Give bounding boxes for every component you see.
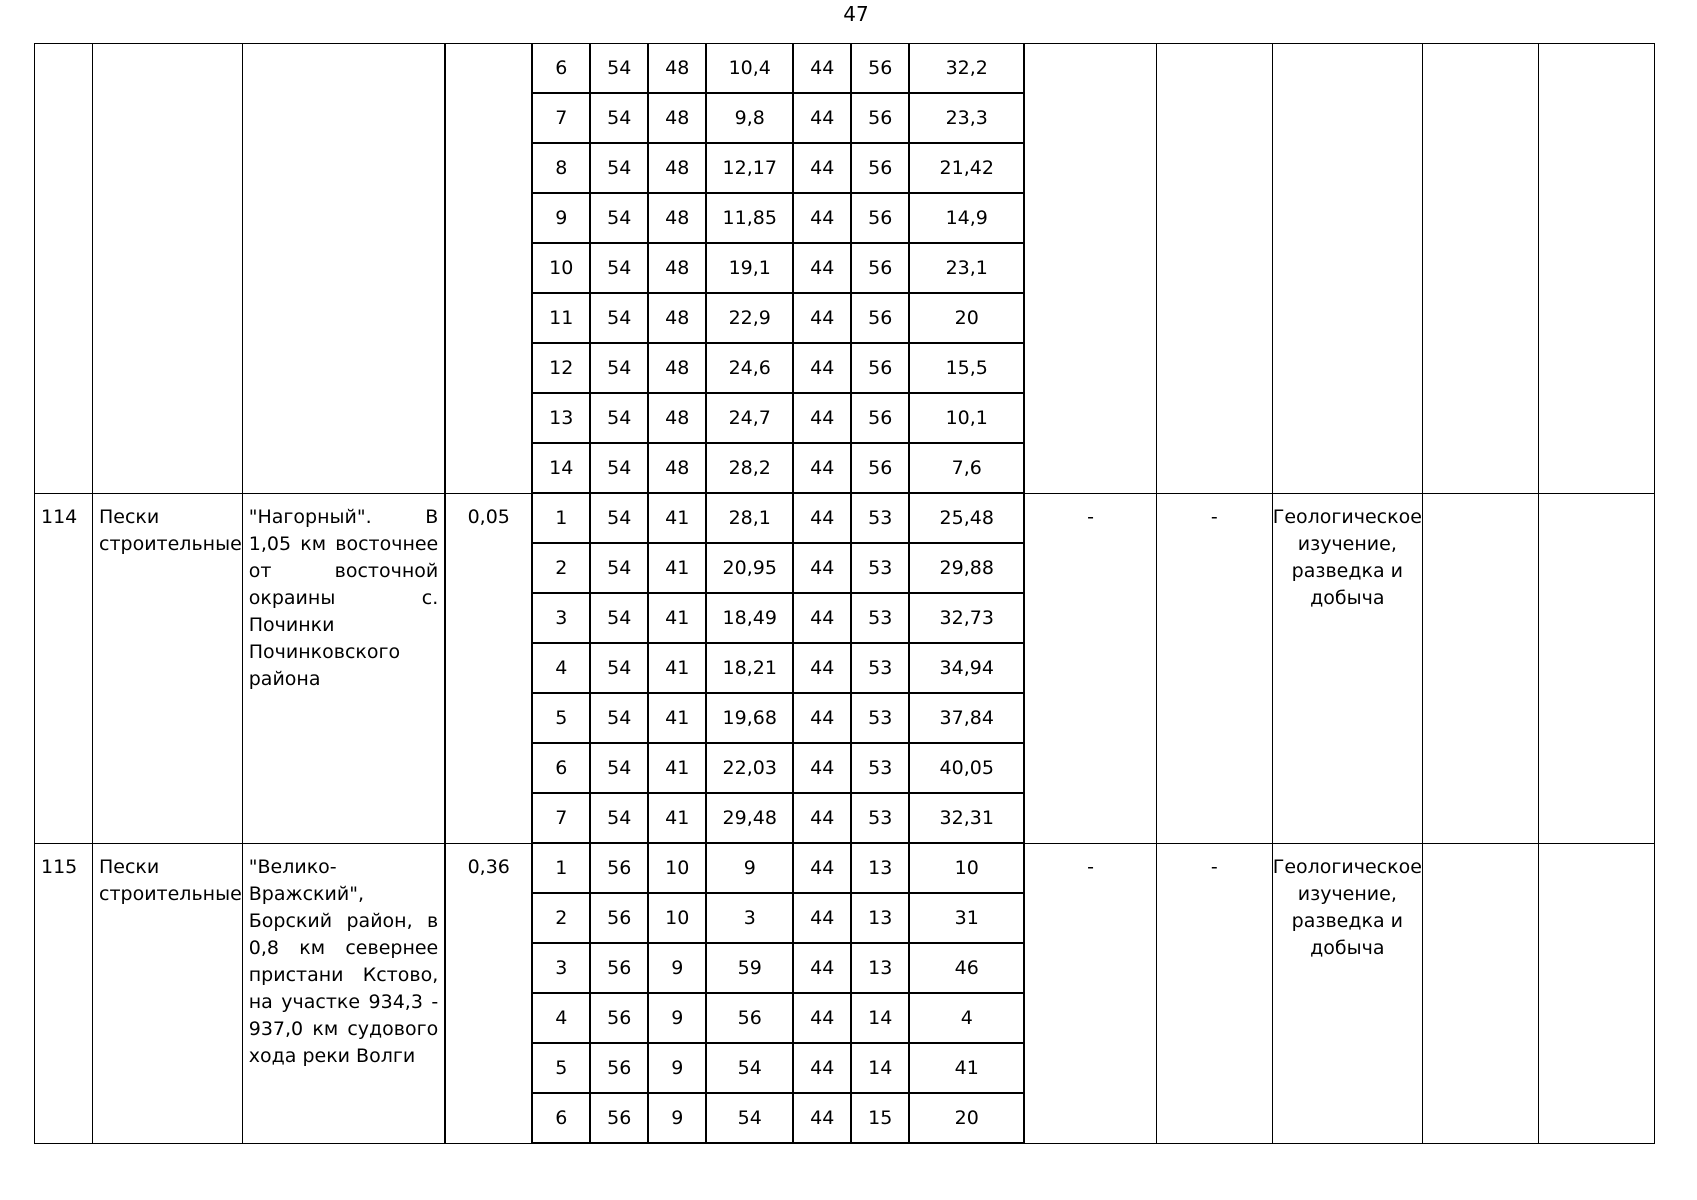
coord-lat-deg: 54 xyxy=(590,293,648,343)
coord-lon-deg: 44 xyxy=(793,493,851,543)
coord-lon-min: 56 xyxy=(851,443,909,493)
coord-lat-sec: 54 xyxy=(706,1043,793,1093)
coord-lon-deg: 44 xyxy=(793,993,851,1043)
coord-lon-min: 56 xyxy=(851,93,909,143)
table-body xyxy=(35,44,1655,1144)
coord-lon-sec: 46 xyxy=(909,943,1024,993)
coord-lon-min: 56 xyxy=(851,293,909,343)
coord-lat-min: 48 xyxy=(648,93,706,143)
entry-number: 114 xyxy=(35,493,93,843)
coord-lat-min: 41 xyxy=(648,543,706,593)
coord-lon-sec: 32,73 xyxy=(909,593,1024,643)
coord-lon-deg: 44 xyxy=(793,893,851,943)
page-number: 47 xyxy=(843,2,869,26)
coord-point: 1 xyxy=(532,843,590,893)
coord-lon-min: 56 xyxy=(851,143,909,193)
coord-lat-min: 10 xyxy=(648,893,706,943)
coord-point: 7 xyxy=(532,93,590,143)
coord-lon-deg: 44 xyxy=(793,793,851,843)
coord-lat-deg: 56 xyxy=(590,893,648,943)
coord-lat-deg: 54 xyxy=(590,543,648,593)
extra-cell-1 xyxy=(1422,843,1538,1143)
coord-lat-sec: 9 xyxy=(706,843,793,893)
coord-lon-min: 14 xyxy=(851,1043,909,1093)
coord-lat-sec: 28,2 xyxy=(706,443,793,493)
coord-lat-min: 41 xyxy=(648,493,706,543)
coord-lon-deg: 44 xyxy=(793,443,851,493)
coord-lon-deg: 44 xyxy=(793,943,851,993)
coord-lat-deg: 54 xyxy=(590,143,648,193)
coord-point: 5 xyxy=(532,1043,590,1093)
coord-point: 2 xyxy=(532,543,590,593)
coord-lat-deg: 54 xyxy=(590,443,648,493)
coord-lon-deg: 44 xyxy=(793,1043,851,1093)
coord-lon-deg: 44 xyxy=(793,743,851,793)
coord-lon-deg: 44 xyxy=(793,293,851,343)
coord-lat-deg: 54 xyxy=(590,44,648,94)
coord-lat-min: 48 xyxy=(648,243,706,293)
coord-lat-deg: 54 xyxy=(590,93,648,143)
coord-lon-min: 56 xyxy=(851,393,909,443)
coord-lon-sec: 37,84 xyxy=(909,693,1024,743)
coord-lon-sec: 23,3 xyxy=(909,93,1024,143)
extra-cell-2 xyxy=(1538,843,1654,1143)
extra-cell-2 xyxy=(1538,493,1654,843)
coord-point: 6 xyxy=(532,743,590,793)
coord-lat-sec: 18,49 xyxy=(706,593,793,643)
coord-lat-deg: 54 xyxy=(590,693,648,743)
coord-lat-sec: 24,7 xyxy=(706,393,793,443)
coord-lat-min: 41 xyxy=(648,693,706,743)
area-value: 0,36 xyxy=(445,843,532,1143)
coord-lon-min: 56 xyxy=(851,44,909,94)
coord-lon-deg: 44 xyxy=(793,1093,851,1143)
coord-lat-deg: 54 xyxy=(590,393,648,443)
coord-lon-min: 13 xyxy=(851,843,909,893)
extra-cell-1 xyxy=(1422,493,1538,843)
coord-lon-sec: 41 xyxy=(909,1043,1024,1093)
coord-lat-deg: 56 xyxy=(590,1093,648,1143)
coord-lat-min: 48 xyxy=(648,343,706,393)
coord-point: 10 xyxy=(532,243,590,293)
area-cell xyxy=(445,44,532,494)
coord-lat-min: 48 xyxy=(648,443,706,493)
coord-lon-sec: 34,94 xyxy=(909,643,1024,693)
coord-lat-min: 48 xyxy=(648,143,706,193)
coord-point: 2 xyxy=(532,893,590,943)
coord-point: 3 xyxy=(532,593,590,643)
coord-lon-sec: 20 xyxy=(909,1093,1024,1143)
coord-lon-deg: 44 xyxy=(793,693,851,743)
coord-lat-min: 48 xyxy=(648,44,706,94)
coord-lat-sec: 10,4 xyxy=(706,44,793,94)
col-a-cell xyxy=(1024,44,1156,494)
coord-lon-deg: 44 xyxy=(793,543,851,593)
coord-lon-min: 53 xyxy=(851,643,909,693)
coord-lat-deg: 54 xyxy=(590,643,648,693)
coord-lat-min: 48 xyxy=(648,393,706,443)
col-a-value: - xyxy=(1024,843,1156,1143)
coord-lon-sec: 7,6 xyxy=(909,443,1024,493)
table-row xyxy=(35,493,1655,543)
coord-lat-deg: 56 xyxy=(590,843,648,893)
coord-lat-sec: 12,17 xyxy=(706,143,793,193)
location-description: "Велико-Вражский", Борский район, в 0,8 км севернее пристани Кстово, на участке 934,3 - 937,0 км судового хода реки Волги xyxy=(242,843,445,1143)
purpose-value: Геологическое изучение, разведка и добыча xyxy=(1272,493,1422,843)
coord-lon-deg: 44 xyxy=(793,93,851,143)
coord-lat-sec: 22,03 xyxy=(706,743,793,793)
coord-point: 6 xyxy=(532,44,590,94)
location-cell xyxy=(242,44,445,494)
coord-lat-min: 9 xyxy=(648,1093,706,1143)
coord-lat-deg: 56 xyxy=(590,1043,648,1093)
entry-number-cell xyxy=(35,44,93,494)
coord-lon-sec: 32,31 xyxy=(909,793,1024,843)
coord-lon-sec: 10 xyxy=(909,843,1024,893)
coord-point: 3 xyxy=(532,943,590,993)
coord-point: 13 xyxy=(532,393,590,443)
coord-lat-min: 9 xyxy=(648,993,706,1043)
coord-lat-deg: 54 xyxy=(590,743,648,793)
coord-lon-deg: 44 xyxy=(793,44,851,94)
coord-point: 11 xyxy=(532,293,590,343)
coord-lat-deg: 56 xyxy=(590,993,648,1043)
mineral-cell xyxy=(93,44,243,494)
coord-lon-deg: 44 xyxy=(793,243,851,293)
coord-lat-min: 9 xyxy=(648,943,706,993)
table-row xyxy=(35,843,1655,893)
coord-lat-sec: 9,8 xyxy=(706,93,793,143)
coord-lon-min: 53 xyxy=(851,493,909,543)
coord-lon-sec: 25,48 xyxy=(909,493,1024,543)
coord-lon-sec: 10,1 xyxy=(909,393,1024,443)
area-value: 0,05 xyxy=(445,493,532,843)
coord-lat-deg: 54 xyxy=(590,793,648,843)
purpose-value: Геологическое изучение, разведка и добыча xyxy=(1272,843,1422,1143)
coord-lat-min: 48 xyxy=(648,193,706,243)
coord-lat-sec: 19,1 xyxy=(706,243,793,293)
coord-lon-deg: 44 xyxy=(793,343,851,393)
coord-lon-deg: 44 xyxy=(793,143,851,193)
location-description: "Нагорный". В 1,05 км восточнее от восточной окраины с. Починки Починковского района xyxy=(242,493,445,843)
coord-lat-deg: 54 xyxy=(590,243,648,293)
coord-lon-deg: 44 xyxy=(793,643,851,693)
table-row xyxy=(35,44,1655,94)
col-b-value: - xyxy=(1156,843,1272,1143)
coord-lon-sec: 21,42 xyxy=(909,143,1024,193)
subsoil-registry-table xyxy=(34,43,1655,1144)
coord-point: 9 xyxy=(532,193,590,243)
coord-lon-sec: 20 xyxy=(909,293,1024,343)
coord-lat-sec: 20,95 xyxy=(706,543,793,593)
coord-lon-deg: 44 xyxy=(793,393,851,443)
coord-lon-min: 14 xyxy=(851,993,909,1043)
coord-lon-sec: 29,88 xyxy=(909,543,1024,593)
coord-lon-min: 56 xyxy=(851,343,909,393)
coord-lat-min: 41 xyxy=(648,743,706,793)
coord-lat-min: 41 xyxy=(648,643,706,693)
coord-lat-sec: 22,9 xyxy=(706,293,793,343)
coord-lon-sec: 23,1 xyxy=(909,243,1024,293)
coord-lon-sec: 40,05 xyxy=(909,743,1024,793)
coord-lon-deg: 44 xyxy=(793,843,851,893)
coord-lon-min: 56 xyxy=(851,243,909,293)
coord-lat-sec: 11,85 xyxy=(706,193,793,243)
coord-lat-min: 9 xyxy=(648,1043,706,1093)
mineral-type: Пески строительные xyxy=(93,493,243,843)
coord-lat-sec: 19,68 xyxy=(706,693,793,743)
coord-lon-sec: 15,5 xyxy=(909,343,1024,393)
coord-lat-min: 41 xyxy=(648,593,706,643)
coord-lat-deg: 56 xyxy=(590,943,648,993)
coord-lon-min: 53 xyxy=(851,593,909,643)
coord-lat-deg: 54 xyxy=(590,193,648,243)
coord-point: 6 xyxy=(532,1093,590,1143)
coord-point: 4 xyxy=(532,993,590,1043)
coord-point: 1 xyxy=(532,493,590,543)
extra-cell-2 xyxy=(1538,44,1654,494)
coord-lon-min: 13 xyxy=(851,893,909,943)
col-b-cell xyxy=(1156,44,1272,494)
coord-lat-min: 48 xyxy=(648,293,706,343)
coord-lat-sec: 59 xyxy=(706,943,793,993)
coord-lon-min: 15 xyxy=(851,1093,909,1143)
coord-lon-min: 53 xyxy=(851,743,909,793)
coord-lat-deg: 54 xyxy=(590,593,648,643)
coord-lon-min: 53 xyxy=(851,693,909,743)
mineral-type: Пески строительные xyxy=(93,843,243,1143)
entry-number: 115 xyxy=(35,843,93,1143)
coord-lat-deg: 54 xyxy=(590,343,648,393)
col-b-value: - xyxy=(1156,493,1272,843)
coord-lat-sec: 3 xyxy=(706,893,793,943)
coord-point: 4 xyxy=(532,643,590,693)
coord-lon-deg: 44 xyxy=(793,193,851,243)
coord-lon-min: 56 xyxy=(851,193,909,243)
coord-point: 7 xyxy=(532,793,590,843)
coord-lat-sec: 56 xyxy=(706,993,793,1043)
coord-lat-min: 10 xyxy=(648,843,706,893)
coord-lat-sec: 24,6 xyxy=(706,343,793,393)
coord-lon-sec: 4 xyxy=(909,993,1024,1043)
coord-lon-min: 53 xyxy=(851,793,909,843)
extra-cell-1 xyxy=(1422,44,1538,494)
coord-lat-sec: 18,21 xyxy=(706,643,793,693)
coord-lat-deg: 54 xyxy=(590,493,648,543)
purpose-cell xyxy=(1272,44,1422,494)
coord-lon-deg: 44 xyxy=(793,593,851,643)
coord-lat-sec: 29,48 xyxy=(706,793,793,843)
coord-lon-min: 13 xyxy=(851,943,909,993)
coord-lat-min: 41 xyxy=(648,793,706,843)
coord-lat-sec: 28,1 xyxy=(706,493,793,543)
coord-lat-sec: 54 xyxy=(706,1093,793,1143)
coord-point: 14 xyxy=(532,443,590,493)
coord-point: 5 xyxy=(532,693,590,743)
coord-lon-sec: 32,2 xyxy=(909,44,1024,94)
coord-lon-sec: 31 xyxy=(909,893,1024,943)
col-a-value: - xyxy=(1024,493,1156,843)
coord-point: 12 xyxy=(532,343,590,393)
coord-point: 8 xyxy=(532,143,590,193)
coord-lon-sec: 14,9 xyxy=(909,193,1024,243)
coord-lon-min: 53 xyxy=(851,543,909,593)
